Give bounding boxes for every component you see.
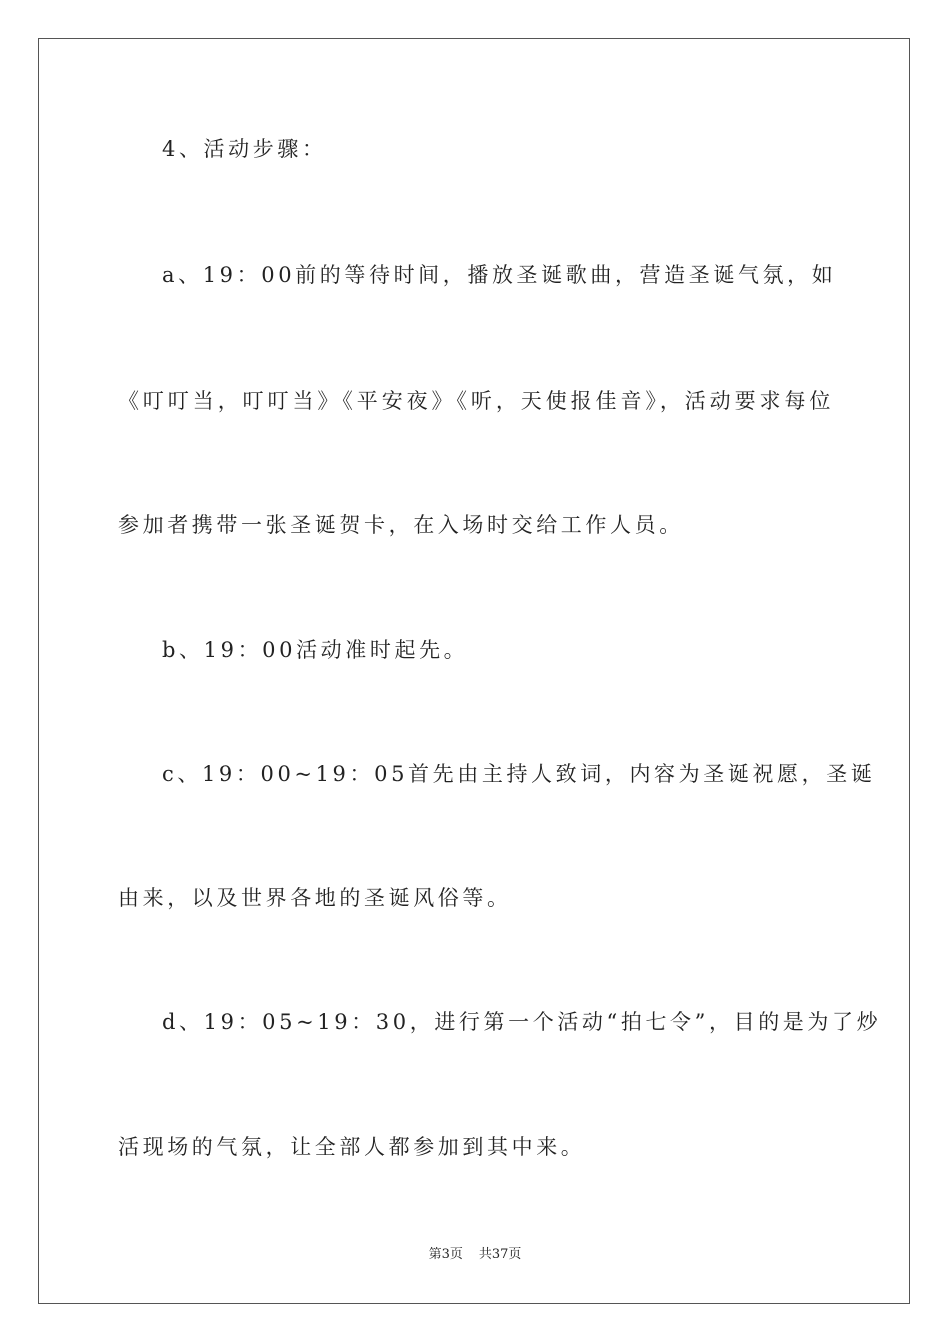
paragraph-b: b、19：00活动准时起先。 [162,638,469,662]
paragraph-a-line-1: a、19：00前的等待时间，播放圣诞歌曲，营造圣诞气氛，如 [162,263,837,287]
paragraph-d-line-1: d、19：05~19：30，进行第一个活动“拍七令”，目的是为了炒 [162,1010,882,1034]
paragraph-c-line-1: c、19：00~19：05首先由主持人致词，内容为圣诞祝愿，圣诞 [162,762,876,786]
step-heading: 4、活动步骤： [162,137,327,161]
page-number: 第3页 [428,1247,463,1262]
paragraph-c-line-2: 由来，以及世界各地的圣诞风俗等。 [118,886,512,910]
paragraph-a-line-3: 参加者携带一张圣诞贺卡，在入场时交给工作人员。 [118,513,684,537]
page-border [38,38,910,1304]
page-footer [0,1246,950,1264]
page-total: 共37页 [478,1247,522,1262]
paragraph-d-line-2: 活现场的气氛，让全部人都参加到其中来。 [118,1135,586,1159]
paragraph-a-line-2: 《叮叮当，叮叮当》《平安夜》《听，天使报佳音》，活动要求每位 [118,389,834,413]
